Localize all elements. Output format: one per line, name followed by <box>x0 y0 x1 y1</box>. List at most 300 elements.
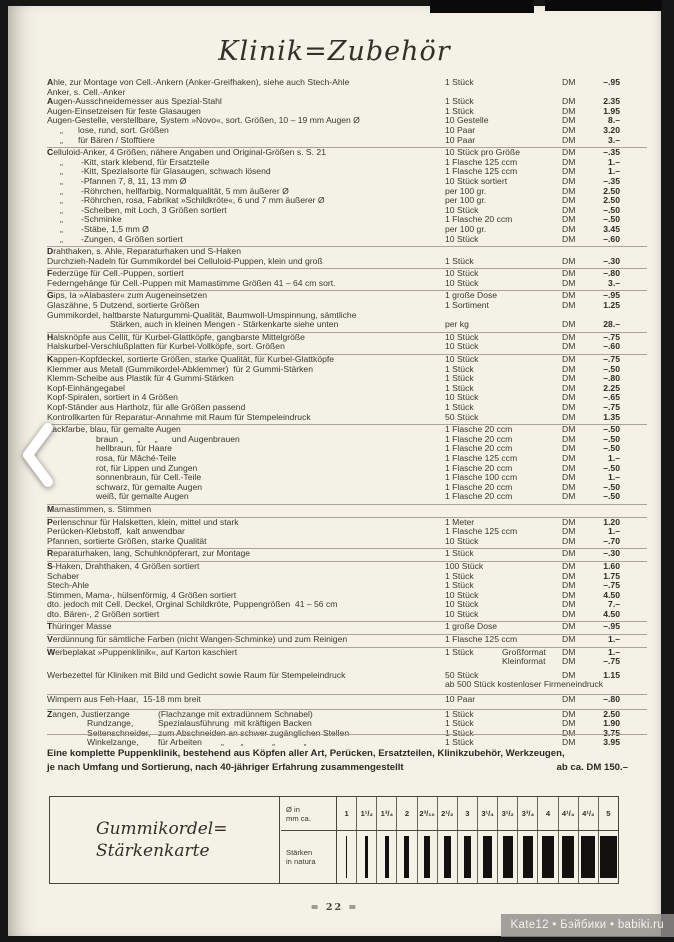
item-text: Glaszähne, 5 Dutzend, sortierte Größen <box>47 300 200 311</box>
item-price: 1.15 <box>603 669 620 680</box>
item-unit: 1 Stück <box>445 402 474 412</box>
item-unit: 1 Flasche 125 ccm <box>445 634 518 645</box>
item-price: 3.20 <box>603 124 620 135</box>
currency-label: DM <box>562 223 576 234</box>
item-text: -Röhrchen, hellfarbig, Normalqualität, 5 mm äußerer Ø <box>81 185 289 196</box>
currency-label: DM <box>562 452 576 463</box>
currency-label: DM <box>562 105 576 116</box>
strength-bar-cell <box>478 831 498 883</box>
strength-bars-row <box>281 831 618 883</box>
item-unit: 10 Stück <box>445 392 479 403</box>
currency-label: DM <box>562 233 576 244</box>
strength-bar-cell <box>518 831 538 883</box>
item-unit: 1 Stück <box>445 96 474 107</box>
item-price: –.50 <box>603 363 620 374</box>
item-text: -Scheiben, mit Loch, 3 Größen sortiert <box>81 204 227 215</box>
item-text: Stech-Ahle <box>47 580 90 591</box>
item-price: –.75 <box>603 402 620 412</box>
currency-label: DM <box>562 147 576 158</box>
diameter-header-label: Ø in mm ca. <box>281 797 337 830</box>
currency-label: DM <box>562 634 576 645</box>
currency-label: DM <box>562 718 576 729</box>
item-unit: 1 Stück <box>445 727 474 738</box>
item-unit: 10 Stück sortiert <box>445 175 508 186</box>
item-unit: 10 Paar <box>445 134 476 145</box>
price-list <box>47 78 647 748</box>
item-price: –.35 <box>603 175 620 186</box>
strength-bar-cell <box>538 831 558 883</box>
ditto-mark: „ <box>60 204 63 215</box>
ditto-mark: „ <box>60 195 63 206</box>
item-text: Pfannen, sortierte Größen, starke Qualität <box>47 535 207 546</box>
item-price: 1.– <box>608 166 620 177</box>
strength-bar <box>424 836 430 878</box>
strength-bar <box>562 836 575 878</box>
item-text: Perücken-Klebstoff, kalt anwendbar <box>47 526 185 537</box>
item-price: 1.– <box>608 646 620 657</box>
item-text: -Stäbe, 1,5 mm Ø <box>81 223 149 234</box>
item-unit: 100 Stück <box>445 560 484 571</box>
item-text: Wimpern aus Feh-Haar, 15-18 mm breit <box>47 694 201 705</box>
item-price: –.70 <box>603 535 620 546</box>
currency-label: DM <box>562 708 576 719</box>
item-text: Perlenschnur für Halsketten, klein, mittel und stark <box>47 516 239 527</box>
item-price: –.80 <box>603 694 620 705</box>
item-text: Klemm-Scheibe aus Plastik für 4 Gummi-Stärken <box>47 373 234 384</box>
price-row <box>47 680 647 690</box>
item-unit: 10 Stück <box>445 341 479 352</box>
item-text: Thüringer Masse <box>47 621 112 632</box>
item-price: –.75 <box>603 331 620 342</box>
item-text: hellbraun, für Haare <box>96 443 172 454</box>
currency-label: DM <box>562 134 576 145</box>
item-unit: 10 Stück <box>445 331 479 342</box>
strength-bar-cell <box>357 831 377 883</box>
item-unit: 1 Stück <box>445 570 474 581</box>
currency-label: DM <box>562 124 576 135</box>
item-price: 1.– <box>608 472 620 483</box>
currency-label: DM <box>562 77 576 87</box>
item-unit: 10 Stück <box>445 354 479 365</box>
diameter-value: 1¹/₂ <box>357 797 377 830</box>
item-price: –.80 <box>603 268 620 279</box>
scan-edge-artifact <box>430 0 534 13</box>
price-row <box>47 235 647 245</box>
item-text: -Pfannen 7, 8, 11, 13 mm Ø <box>81 175 187 186</box>
strength-bar-cell <box>579 831 599 883</box>
item-price: 1.– <box>608 634 620 645</box>
currency-label: DM <box>562 255 576 266</box>
diameter-value: 4¹/₂ <box>579 797 599 830</box>
footer-note <box>47 747 628 774</box>
item-text: Drahthaken, s. Ahle, Reparaturhaken und S-Haken <box>47 246 241 257</box>
item-unit: 1 Flasche 20 ccm <box>445 443 513 454</box>
diameter-value: 3 <box>458 797 478 830</box>
currency-label: DM <box>562 354 576 365</box>
strength-bar-cell <box>559 831 579 883</box>
item-unit: per 100 gr. <box>445 195 487 206</box>
item-text: Kappen-Kopfdeckel, sortierte Größen, starke Qualität, für Kurbel-Glattköpfe <box>47 354 335 365</box>
item-text: schwarz, für gemalte Augen <box>96 481 203 492</box>
price-row <box>47 257 647 267</box>
item-unit: 1 Flasche 125 ccm <box>445 526 518 537</box>
item-price: –.50 <box>603 204 620 215</box>
item-unit: 10 Stück <box>445 277 479 288</box>
item-price: –.75 <box>603 580 620 591</box>
item-unit: 50 Stück <box>445 669 479 680</box>
price-row <box>47 621 647 632</box>
item-text: Stärken, auch in kleinen Mengen - Stärkenkarte siehe unten <box>110 319 339 330</box>
currency-label: DM <box>562 392 576 403</box>
item-price: 1.– <box>608 156 620 167</box>
item-price: –.60 <box>603 233 620 244</box>
item-price: 3.75 <box>603 727 620 738</box>
currency-label: DM <box>562 433 576 444</box>
item-unit: per 100 gr. <box>445 185 487 196</box>
currency-label: DM <box>562 96 576 107</box>
strength-bar-cell <box>458 831 478 883</box>
footer-note-line2: je nach Umfang und Sortierung, nach 40-jähriger Erfahrung zusammengestellt <box>47 761 404 773</box>
item-price: 2.35 <box>603 96 620 107</box>
item-text: Zangen, Justierzange <box>47 708 130 719</box>
currency-label: DM <box>562 656 576 667</box>
item-price: 2.50 <box>603 185 620 196</box>
currency-label: DM <box>562 204 576 215</box>
item-price: –.50 <box>603 433 620 444</box>
currency-label: DM <box>562 185 576 196</box>
currency-label: DM <box>562 621 576 632</box>
currency-label: DM <box>562 472 576 483</box>
strength-bar <box>464 836 472 878</box>
strength-bar-cell <box>418 831 438 883</box>
diameter-value: 2³/₁₀ <box>418 797 438 830</box>
price-row <box>47 504 647 515</box>
item-text: weiß, für gemalte Augen <box>96 491 189 502</box>
item-unit: 1 Flasche 20 ccm <box>445 481 513 492</box>
strength-bar <box>346 836 348 878</box>
ditto-mark: „ <box>60 233 63 244</box>
strength-bar <box>600 836 617 878</box>
item-text: dto. jedoch mit Cell. Deckel, Orginal Schildkröte, Puppengrößen 41 – 56 cm <box>47 599 338 610</box>
item-text: Reparaturhaken, lang, Schuhknöpferart, zur Montage <box>47 548 251 559</box>
strength-bar <box>365 836 368 878</box>
item-text: -Röhrchen, rosa, Fabrikat »Schildkröte«, 6 und 7 mm äußerer Ø <box>81 195 325 206</box>
price-row <box>47 572 647 582</box>
item-text: Seitenschneider, <box>87 727 151 738</box>
price-row <box>47 279 647 289</box>
item-unit: 1 Stück <box>445 255 474 266</box>
price-row <box>47 610 647 620</box>
item-price: –.50 <box>603 214 620 225</box>
item-price: –.60 <box>603 341 620 352</box>
item-price: 7.– <box>608 599 620 610</box>
currency-label: DM <box>562 570 576 581</box>
item-note: ab 500 Stück kostenloser Firmeneindruck <box>445 679 604 690</box>
item-unit: 1 Stück <box>445 548 474 559</box>
currency-label: DM <box>562 737 576 748</box>
item-text: Kopf-Einhängegabel <box>47 382 125 393</box>
item-price: 2.50 <box>603 708 620 719</box>
item-unit: 1 Flasche 20 ccm <box>445 491 513 502</box>
item-text: S-Haken, Drahthaken, 4 Größen sortiert <box>47 560 200 571</box>
item-unit: 50 Stück <box>445 411 479 422</box>
item-text: lose, rund, sort. Größen <box>78 124 169 135</box>
ditto-mark: „ <box>60 223 63 234</box>
chevron-left-icon <box>17 420 57 490</box>
currency-label: DM <box>562 491 576 502</box>
price-row <box>47 657 647 667</box>
price-row <box>47 647 647 658</box>
item-price: –.65 <box>603 392 620 403</box>
item-text: Halsknöpfe aus Cellit, für Kurbel-Glattköpfe, gangbarste Mittelgröße <box>47 331 305 342</box>
item-text: Stimmen, Mama-, hülsenförmig, 4 Größen sortiert <box>47 589 237 600</box>
item-price: –.95 <box>603 621 620 632</box>
item-text: -Kitt, stark klebend, für Ersatzteile <box>81 156 210 167</box>
strength-bar <box>444 836 451 878</box>
item-price: 1.95 <box>603 105 620 116</box>
currency-label: DM <box>562 462 576 473</box>
price-row <box>47 492 647 502</box>
gallery-previous-button[interactable] <box>17 420 57 490</box>
currency-label: DM <box>562 166 576 177</box>
item-price: –.30 <box>603 548 620 559</box>
price-row <box>47 561 647 572</box>
item-price: 1.25 <box>603 300 620 311</box>
item-text: Gummikordel, haltbarste Naturgummi-Qualität, Baumwoll-Umspinnung, sämtliche <box>47 309 357 320</box>
currency-label: DM <box>562 548 576 559</box>
item-unit: 1 Flasche 100 ccm <box>445 472 518 483</box>
currency-label: DM <box>562 341 576 352</box>
item-unit: 1 Flasche 20 ccm <box>445 424 513 435</box>
item-unit: 1 Stück <box>445 382 474 393</box>
strength-card-label: Gummikordel= Stärkenkarte <box>50 797 280 883</box>
item-text: dto. Bären-, 2 Größen sortiert <box>47 608 160 619</box>
item-unit: 1 Stück <box>445 373 474 384</box>
item-text: Celluloid-Anker, 4 Größen, nähere Angaben und Original-Größen s. S. 21 <box>47 147 326 158</box>
currency-label: DM <box>562 402 576 412</box>
item-text: Kopf-Spiralen, sortiert in 4 Größen <box>47 392 178 403</box>
item-price: –.50 <box>603 443 620 454</box>
diameter-value: 5 <box>606 809 611 818</box>
item-price: 1.90 <box>603 718 620 729</box>
item-unit: per kg <box>445 319 469 330</box>
item-price: 1.– <box>608 526 620 537</box>
strength-bars-label: Stärken in natura <box>281 831 337 883</box>
item-text: Rundzange, <box>87 718 134 729</box>
item-price: –.35 <box>603 147 620 158</box>
item-text: Halskurbel-Verschlußplatten für Kurbel-Vollköpfe, sort. Größen <box>47 341 285 352</box>
diameter-value: 2¹/₂ <box>438 797 458 830</box>
item-text: Ahle, zur Montage von Cell.-Ankern (Anker-Greifhaken), siehe auch Stech-Ahle <box>47 77 350 87</box>
item-unit: 1 Stück <box>445 105 474 116</box>
currency-label: DM <box>562 424 576 435</box>
currency-label: DM <box>562 608 576 619</box>
currency-label: DM <box>562 599 576 610</box>
price-row <box>47 206 647 216</box>
item-text-secondary: (Flachzange mit extradünnem Schnabel) <box>158 708 313 719</box>
ditto-mark: „ <box>60 166 63 177</box>
item-text: Werbezettel für Kliniken mit Bild und Gedicht sowie Raum für Stempeleindruck <box>47 669 346 680</box>
diameter-value: 4¹/₄ <box>559 797 579 830</box>
currency-label: DM <box>562 526 576 537</box>
ditto-mark: „ <box>60 134 63 145</box>
item-text-secondary: zum Abschneiden an schwer zugänglichen Stellen <box>158 727 350 738</box>
item-price: 3.– <box>608 277 620 288</box>
currency-label: DM <box>562 175 576 186</box>
currency-label: DM <box>562 300 576 311</box>
item-text: Augen-Gestelle, verstellbare, System »Novo«, sort. Größen, 10 – 19 mm Augen Ø <box>47 115 360 126</box>
item-price: 4.50 <box>603 589 620 600</box>
item-unit: 1 Stück <box>445 718 474 729</box>
strength-bar <box>523 836 534 878</box>
item-text: braun „ „ „ und Augenbrauen <box>96 433 240 444</box>
item-unit: 10 Stück <box>445 233 479 244</box>
item-price: 2.50 <box>603 195 620 206</box>
item-price: 3.45 <box>603 223 620 234</box>
price-row <box>47 634 647 645</box>
price-row <box>47 413 647 423</box>
currency-label: DM <box>562 373 576 384</box>
site-watermark: Kate12 • Бэйбики • babiki.ru <box>501 914 674 937</box>
currency-label: DM <box>562 481 576 492</box>
item-unit: 10 Paar <box>445 694 476 705</box>
strength-bar-cell <box>397 831 417 883</box>
item-text: Gips, Ia »Alabaster« zum Augeneinsetzen <box>47 290 208 301</box>
item-unit: 1 Flasche 125 ccm <box>445 156 518 167</box>
price-row <box>47 342 647 352</box>
item-price: –.50 <box>603 481 620 492</box>
strength-bar <box>404 836 409 878</box>
item-unit: 10 Stück pro Größe <box>445 147 520 158</box>
diameter-value: 3¹/₂ <box>498 797 518 830</box>
currency-label: DM <box>562 319 576 330</box>
item-price: –.30 <box>603 255 620 266</box>
item-price: 1.20 <box>603 516 620 527</box>
item-price: 1.75 <box>603 570 620 581</box>
list-bottom-rule <box>47 734 647 735</box>
item-price: 4.50 <box>603 608 620 619</box>
item-text: Federngehänge für Cell.-Puppen mit Mamastimme Größen 41 – 64 cm sort. <box>47 277 336 288</box>
item-text: Schaber <box>47 570 80 581</box>
item-price: 2.25 <box>603 382 620 393</box>
currency-label: DM <box>562 580 576 591</box>
item-unit: 1 Flasche 20 ccm <box>445 214 513 225</box>
footer-note-line1: Eine komplette Puppenklinik, bestehend aus Köpfen aller Art, Perücken, Ersatzteilen, Klinikzubehör, Werkzeugen, <box>47 748 565 759</box>
item-price: 1.60 <box>603 560 620 571</box>
diameter-value: 1³/₄ <box>377 797 397 830</box>
item-format-label: Großformat <box>502 646 546 657</box>
strength-bar-cell <box>599 831 618 883</box>
item-unit: 1 Stück <box>445 363 474 374</box>
diameter-value: 2 <box>397 797 417 830</box>
item-price: –.95 <box>603 77 620 87</box>
ditto-mark: „ <box>60 124 63 135</box>
item-text: sonnenbraun, für Cell.-Teile <box>96 472 202 483</box>
currency-label: DM <box>562 195 576 206</box>
item-text: Durchzieh-Nadeln für Gummikordel bei Celluloid-Puppen, klein und groß <box>47 255 323 266</box>
item-price: 28.– <box>603 319 620 330</box>
item-price: 3.– <box>608 134 620 145</box>
currency-label: DM <box>562 694 576 705</box>
item-price: –.50 <box>603 462 620 473</box>
item-price: –.75 <box>603 354 620 365</box>
item-text: Anker, s. Cell.-Anker <box>47 86 126 97</box>
item-unit: per 100 gr. <box>445 223 487 234</box>
currency-label: DM <box>562 382 576 393</box>
ditto-mark: „ <box>60 214 63 225</box>
strength-bar <box>483 836 492 878</box>
item-unit: 1 große Dose <box>445 290 498 301</box>
item-unit: 1 Stück <box>445 737 474 748</box>
item-text: Werbeplakat »Puppenklinik«, auf Karton kaschiert <box>47 646 238 657</box>
item-price: 1.35 <box>603 411 620 422</box>
item-unit: 10 Gestelle <box>445 115 489 126</box>
item-unit: 1 Flasche 20 ccm <box>445 462 513 473</box>
item-unit: 10 Stück <box>445 204 479 215</box>
item-unit: 10 Stück <box>445 608 479 619</box>
currency-label: DM <box>562 115 576 126</box>
ditto-mark: „ <box>60 156 63 167</box>
ditto-mark: „ <box>60 185 63 196</box>
diameter-header-row <box>281 797 618 831</box>
strength-bar-cell <box>438 831 458 883</box>
item-price: –.50 <box>603 491 620 502</box>
strength-bar <box>581 836 595 878</box>
strength-bar-cell <box>337 831 357 883</box>
item-price: –.50 <box>603 424 620 435</box>
currency-label: DM <box>562 516 576 527</box>
item-unit: 10 Stück <box>445 589 479 600</box>
item-text: Kopf-Ständer aus Hartholz, für alle Größen passend <box>47 402 246 412</box>
currency-label: DM <box>562 589 576 600</box>
strength-bar <box>542 836 554 878</box>
currency-label: DM <box>562 535 576 546</box>
price-row <box>47 374 647 384</box>
strength-bar-cell <box>377 831 397 883</box>
item-price: –.95 <box>603 290 620 301</box>
item-text: -Schminke <box>81 214 122 225</box>
item-unit: 1 Stück <box>445 77 474 87</box>
item-text: Verdünnung für sämtliche Farben (nicht Wangen-Schminke) und zum Reinigen <box>47 634 348 645</box>
diameter-value: 1 <box>337 797 357 830</box>
strength-card-table <box>49 796 619 884</box>
currency-label: DM <box>562 277 576 288</box>
item-text: -Zungen, 4 Größen sortiert <box>81 233 183 244</box>
item-text: Augen-Einsetzeisen für feste Glasaugen <box>47 105 201 116</box>
item-price: 3.95 <box>603 737 620 748</box>
item-price: –.80 <box>603 373 620 384</box>
currency-label: DM <box>562 646 576 657</box>
price-row <box>47 320 647 330</box>
item-unit: 1 Flasche 125 ccm <box>445 452 518 463</box>
page-title: Klinik=Zubehör <box>218 36 451 67</box>
item-text: Mamastimmen, s. Stimmen <box>47 503 152 514</box>
item-text: Lackfarbe, blau, für gemalte Augen <box>47 424 181 435</box>
diameter-value: 3¹/₄ <box>478 797 498 830</box>
catalog-page <box>8 6 661 936</box>
item-text: -Kitt, Spezialsorte für Glasaugen, schwach lösend <box>81 166 271 177</box>
currency-label: DM <box>562 560 576 571</box>
strength-bar <box>503 836 513 878</box>
page-number: = 22 = <box>310 902 359 913</box>
item-text-secondary: für Arbeiten „ „ „ „ <box>158 737 307 748</box>
item-unit: 1 Meter <box>445 516 475 527</box>
currency-label: DM <box>562 268 576 279</box>
item-price: 1.– <box>608 452 620 463</box>
item-unit: 1 Flasche 125 ccm <box>445 166 518 177</box>
currency-label: DM <box>562 331 576 342</box>
price-row <box>47 78 647 88</box>
